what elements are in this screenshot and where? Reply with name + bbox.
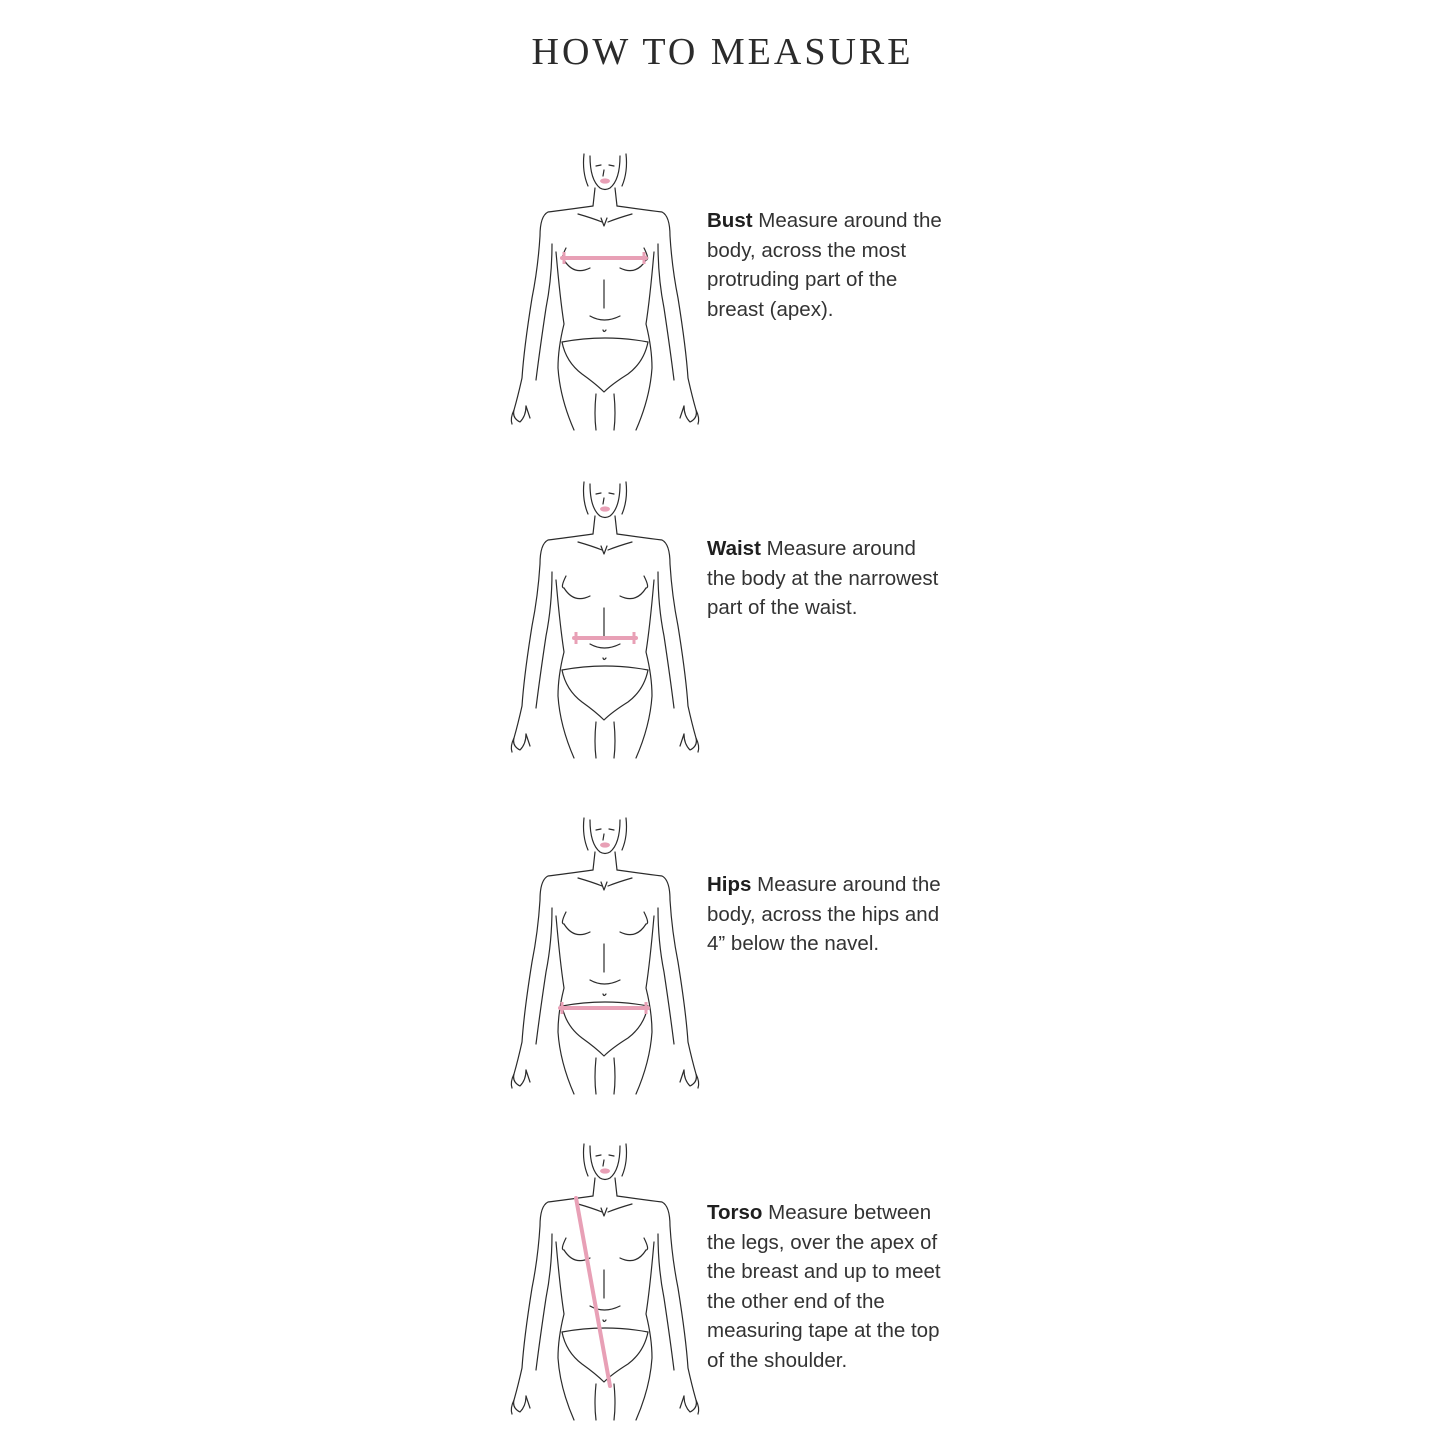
waist-term: Waist (707, 537, 761, 560)
waist-text: Measure around the body at the narrowest part of the waist. (707, 537, 939, 619)
torso-figure-illustration (500, 1138, 710, 1428)
body-outline-icon (500, 476, 710, 766)
bust-description (707, 206, 947, 324)
waist-figure-illustration (500, 476, 710, 766)
torso-description (707, 1198, 947, 1375)
hips-description (707, 870, 947, 959)
bust-text: Measure around the body, across the most protruding part of the breast (apex). (707, 209, 942, 321)
hips-figure-illustration (500, 812, 710, 1102)
torso-text: Measure between the legs, over the apex of the breast and up to meet the other end of the measuring tape at the top of the shoulder. (707, 1201, 941, 1372)
hips-text: Measure around the body, across the hips and 4” below the navel. (707, 873, 941, 955)
body-outline-icon (500, 148, 710, 438)
waist-section (0, 476, 1445, 776)
body-outline-icon (500, 812, 710, 1102)
waist-description (707, 534, 947, 623)
body-outline-icon (500, 1138, 710, 1428)
torso-term: Torso (707, 1201, 763, 1224)
page-title: HOW TO MEASURE (531, 31, 914, 73)
hips-term: Hips (707, 873, 752, 896)
bust-term: Bust (707, 209, 753, 232)
torso-section (0, 1138, 1445, 1438)
bust-figure-illustration (500, 148, 710, 438)
hips-section (0, 812, 1445, 1112)
bust-section (0, 148, 1445, 448)
